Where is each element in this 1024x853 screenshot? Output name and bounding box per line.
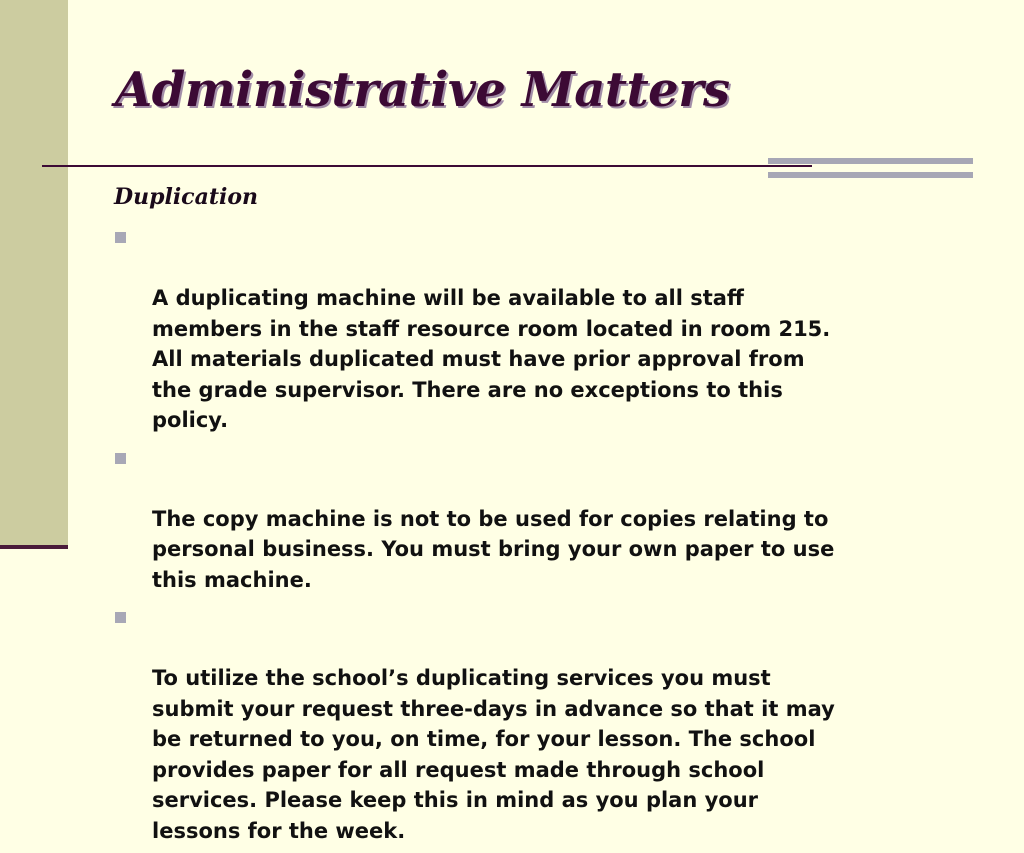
slide-title: Administrative Matters <box>115 62 730 118</box>
title-divider <box>42 165 812 167</box>
square-bullet-icon <box>115 232 126 243</box>
divider-accent-bar <box>768 158 973 164</box>
section-heading: Duplication <box>114 184 259 210</box>
bullet-text: To utilize the school’s duplicating services you must submit your request three-days in advance so that it may be returned to you, on time, for your lesson. The school provides paper for all request made through school services. Please keep this in mind as you plan your lessons for the week. <box>152 666 835 843</box>
divider-accent <box>768 158 973 179</box>
bullet-item <box>113 443 973 596</box>
bullet-text: A duplicating machine will be available to all staff members in the staff resource room located in room 215. All materials duplicated must have prior approval from the grade supervisor. There are no exceptions to this policy. <box>152 286 831 432</box>
left-decorative-band <box>0 0 68 545</box>
square-bullet-icon <box>115 453 126 464</box>
bullet-text: The copy machine is not to be used for copies relating to personal business. You must bring your own paper to use this machine. <box>152 506 835 592</box>
bullet-list <box>113 222 973 853</box>
left-band-underline <box>0 545 68 549</box>
square-bullet-icon <box>115 612 126 623</box>
bullet-item <box>113 222 973 436</box>
bullet-item <box>113 602 973 846</box>
divider-accent-bar <box>768 172 973 178</box>
